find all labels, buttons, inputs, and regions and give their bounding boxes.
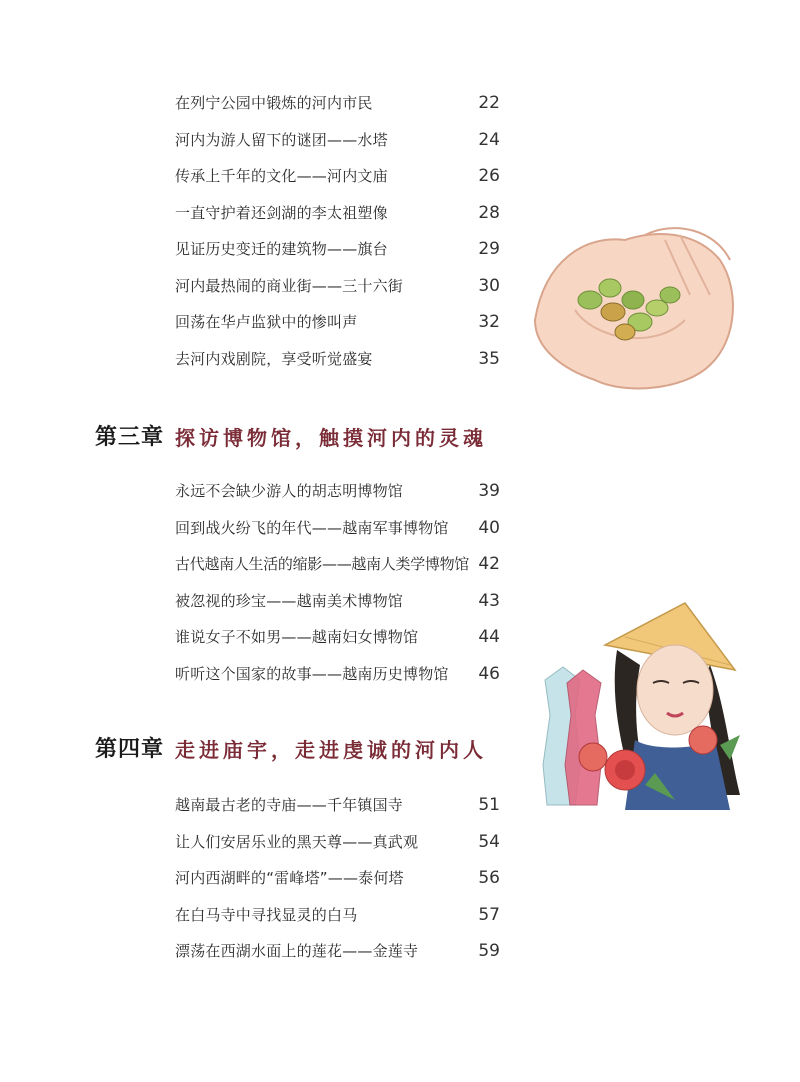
toc-entry-title: 河内最热闹的商业街——三十六街 [175,276,404,295]
toc-entry[interactable] [175,583,500,620]
toc-entry[interactable] [175,341,500,378]
toc-entry[interactable] [175,158,500,195]
toc-entry[interactable] [175,510,500,547]
toc-entry[interactable] [175,656,500,693]
hands-illustration [515,200,745,400]
chapter-number: 第三章 [95,425,165,450]
toc-entry-title: 在列宁公园中锻炼的河内市民 [175,94,373,112]
chapter-title: 走进庙宇，走进虔诚的河内人 [175,738,487,762]
toc-entry[interactable] [175,122,500,159]
toc-entry-page: 59 [478,941,500,961]
toc-entry[interactable] [175,933,500,970]
toc-entry-title: 河内西湖畔的“雷峰塔”——泰何塔 [175,869,404,887]
toc-entry[interactable] [175,268,500,305]
toc-entry-page: 51 [478,795,500,815]
toc-entry-title: 一直守护着还剑湖的李太祖塑像 [175,203,388,222]
toc-entry-title: 回荡在华卢监狱中的惨叫声 [175,313,358,331]
toc-entry-page: 42 [478,554,500,574]
toc-entry-page: 26 [478,166,500,186]
toc-entry-page: 44 [478,627,500,647]
toc-section-a [175,85,500,377]
toc-entry-title: 被忽视的珍宝——越南美术博物馆 [175,591,404,610]
toc-entry-title: 见证历史变迁的建筑物——旗台 [175,240,388,258]
toc-entry[interactable] [175,195,500,232]
hands-holding-beans-icon [515,200,745,400]
toc-entry-page: 46 [478,663,500,684]
toc-entry[interactable] [175,546,500,583]
toc-entry[interactable] [175,824,500,861]
toc-entry[interactable] [175,897,500,934]
toc-entry-title: 回到战火纷飞的年代——越南军事博物馆 [175,518,449,537]
toc-entry-title: 谁说女子不如男——越南妇女博物馆 [175,628,419,646]
toc-entry[interactable] [175,619,500,656]
toc-entry-page: 35 [478,348,500,369]
toc-entry-page: 54 [478,831,500,852]
toc-entry-page: 30 [478,275,500,296]
toc-entry-page: 28 [478,202,500,223]
toc-entry[interactable] [175,231,500,268]
toc-entry-page: 32 [478,312,500,332]
toc-entry-title: 让人们安居乐业的黑天尊——真武观 [175,832,419,851]
toc-section-c [175,787,500,970]
toc-entry-page: 29 [478,239,500,259]
toc-section-b [175,473,500,692]
chapter-title: 探访博物馆，触摸河内的灵魂 [175,426,487,450]
toc-entry-page: 57 [478,904,500,925]
toc-entry-title: 听听这个国家的故事——越南历史博物馆 [175,664,449,683]
toc-entry-title: 永远不会缺少游人的胡志明博物馆 [175,482,404,500]
toc-entry[interactable] [175,473,500,510]
toc-entry-title: 去河内戏剧院，享受听觉盛宴 [175,349,373,368]
toc-entry-page: 56 [478,868,500,888]
toc-entry-page: 40 [478,517,500,538]
toc-entry-title: 古代越南人生活的缩影——越南人类学博物馆 [175,555,470,573]
toc-entry-title: 漂荡在西湖水面上的莲花——金莲寺 [175,942,419,960]
toc-entry-title: 传承上千年的文化——河内文庙 [175,167,388,185]
toc-entry[interactable] [175,787,500,824]
toc-entry[interactable] [175,860,500,897]
toc-entry-title: 河内为游人留下的谜团——水塔 [175,130,388,149]
toc-entry-page: 39 [478,481,500,501]
toc-entry-title: 越南最古老的寺庙——千年镇国寺 [175,796,404,814]
chapter-number: 第四章 [95,737,165,762]
toc-entry-title: 在白马寺中寻找显灵的白马 [175,905,358,924]
woman-in-conical-hat-icon [525,595,750,820]
woman-illustration [525,595,750,820]
toc-entry-page: 24 [478,129,500,150]
toc-entry[interactable] [175,304,500,341]
toc-entry-page: 43 [478,590,500,611]
toc-entry-page: 22 [478,93,500,113]
toc-entry[interactable] [175,85,500,122]
